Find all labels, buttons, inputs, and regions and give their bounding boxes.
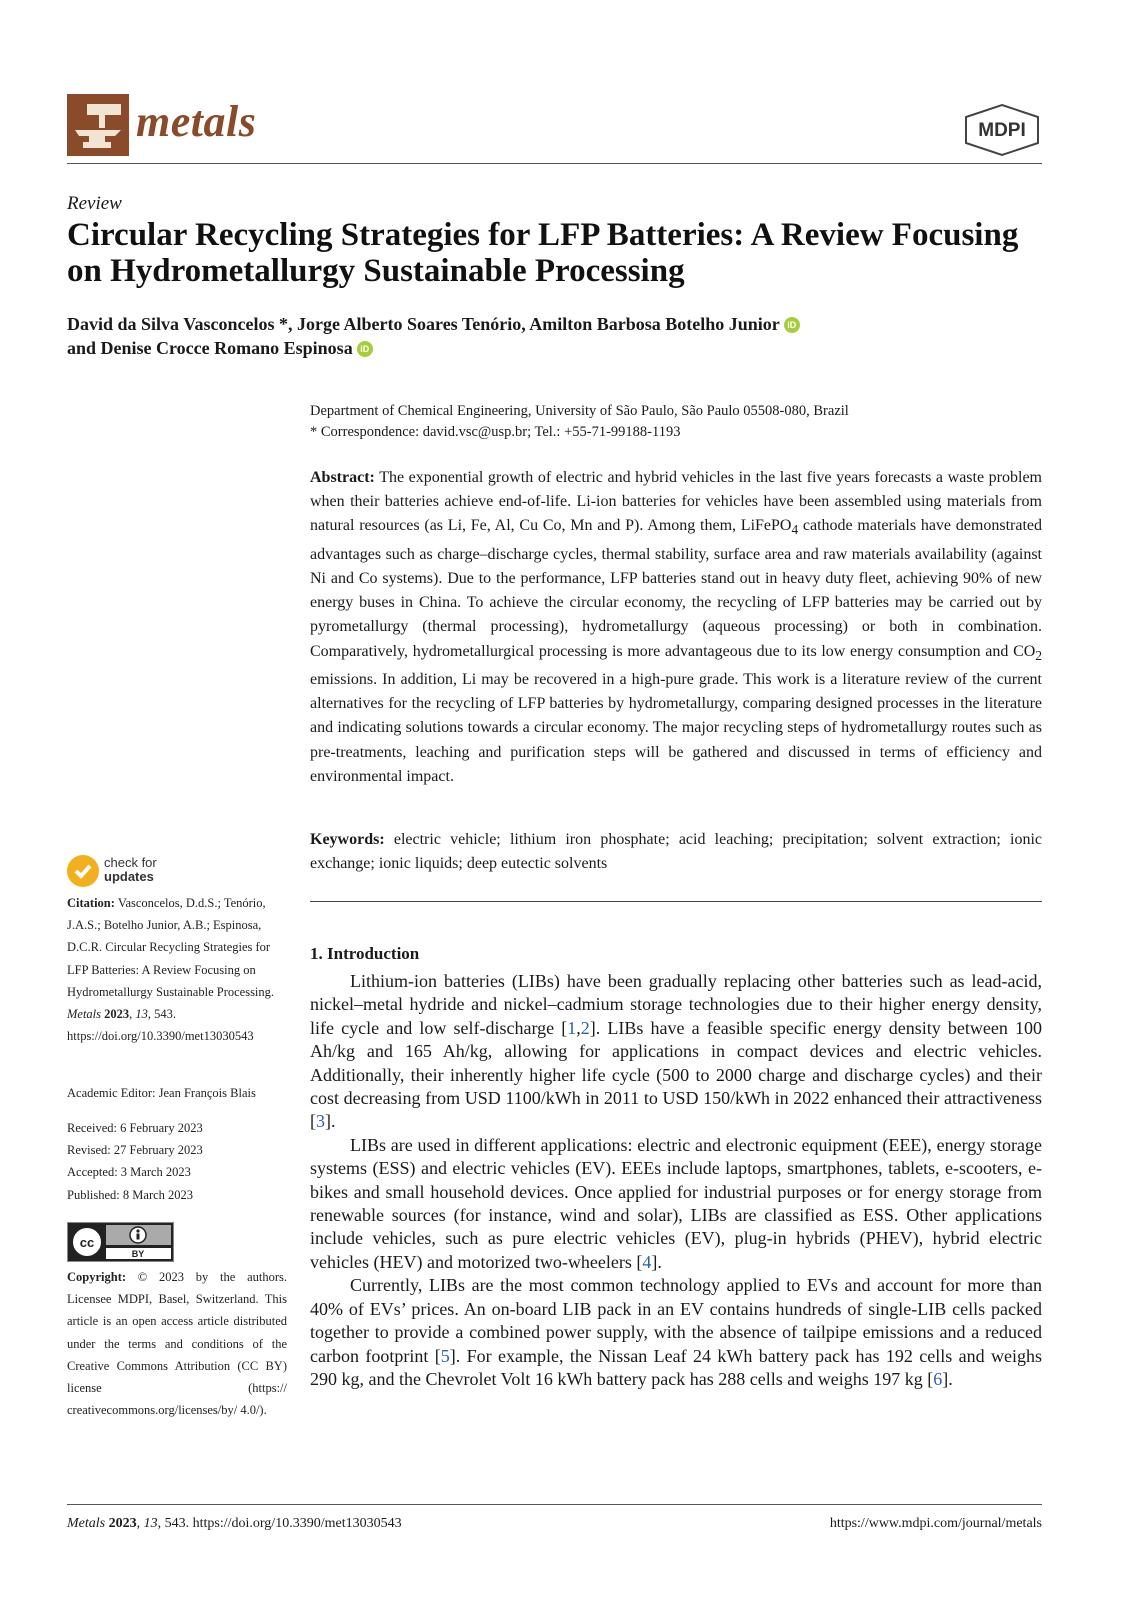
abstract-text-2: cathode materials have demonstrated advantages such as charge–discharge cycles, thermal stability, surface area and raw materials availability (against Ni and Co systems). Due to the performance, LFP batteries stand out in heavy duty fleet, achieving 90% of new energy buses in China. To achieve the circular economy, the recycling of LFP batteries may be carried out by pyrometallurgy (thermal processing), hydrometallurgy (aqueous processing) or both in combination. Comparatively, hydrometallurgical processing is more advantageous due to its low energy consumption and CO <box>310 517 1042 660</box>
citation-link[interactable]: 5 <box>440 1345 450 1366</box>
journal-logo <box>67 94 129 156</box>
paragraph: Lithium-ion batteries (LIBs) have been gradually replacing other batteries such as lead-acid, nickel–metal hydride and nickel–cadmium storage technologies due to their higher energy density, life cycle and low self-discharge [1,2]. LIBs have a feasible specific energy density between 100 Ah/kg and 165 Ah/kg, allowing for applications in compact devices and electric vehicles. Additionally, their inherently higher life cycle (500 to 2000 charge and discharge cycles) and their cost decreasing from USD 1100/kWh in 2011 to USD 150/kWh in 2022 enhanced their attractiveness [3]. <box>310 971 1042 1132</box>
citation-link[interactable]: 6 <box>933 1368 943 1389</box>
orcid-icon[interactable]: iD <box>784 317 800 333</box>
footer-journal-url[interactable]: https://www.mdpi.com/journal/metals <box>829 1516 1042 1531</box>
cc-by-text: BY <box>131 1249 145 1259</box>
citation-link[interactable]: 4 <box>642 1251 652 1272</box>
keywords-text: electric vehicle; lithium iron phosphate; acid leaching; precipitation; solvent extraction; ionic exchange; ionic liquids; deep eutectic solvents <box>310 831 1042 872</box>
mdpi-logo-text: MDPI <box>978 120 1026 141</box>
footer-citation: Metals 2023, 13, 543. https://doi.org/10.3390/met13030543 <box>67 1516 402 1531</box>
footer-divider <box>67 1504 1042 1505</box>
svg-text:cc: cc <box>79 1235 95 1250</box>
author-list <box>67 312 967 360</box>
introduction-body <box>310 970 1042 1391</box>
authors-line-2: and Denise Crocce Romano Espinosa <box>67 338 353 358</box>
received-date: Received: 6 February 2023 <box>67 1121 203 1135</box>
keywords <box>310 828 1042 876</box>
subscript: 4 <box>791 522 799 538</box>
dates-block <box>67 1117 287 1206</box>
authors-line-1: David da Silva Vasconcelos *, Jorge Alberto Soares Tenório, Amilton Barbosa Botelho Junior <box>67 314 780 334</box>
abstract-text-1: The exponential growth of electric and hybrid vehicles in the last five years forecasts a waste problem when their batteries achieve end-of-life. Li-ion batteries for vehicles have been assembled using materials from natural resources (as Li, Fe, Al, Cu Co, Mn and P). Among them, LiFePO <box>310 469 1042 535</box>
orcid-icon[interactable]: iD <box>357 341 373 357</box>
accepted-date: Accepted: 3 March 2023 <box>67 1165 191 1180</box>
journal-name: metals <box>136 97 257 146</box>
citation-link[interactable]: 2 <box>580 1017 590 1038</box>
abstract <box>310 466 1042 789</box>
academic-editor: Academic Editor: Jean François Blais <box>67 1086 256 1100</box>
citation-link[interactable]: 3 <box>316 1111 325 1132</box>
check-for-updates-label[interactable]: check for updates <box>104 855 157 884</box>
keywords-label: Keywords: <box>310 831 385 848</box>
header-divider <box>67 163 1042 164</box>
abstract-label: Abstract: <box>310 469 375 486</box>
cc-by-license-icon[interactable] <box>67 1222 174 1262</box>
copyright-notice: Copyright: © 2023 by the authors. Licensee MDPI, Basel, Switzerland. This article is an open access article distributed under the terms and conditions of the Creative Commons Attribution (CC BY) license (https:// creativecommons.org/licenses/by/ 4.0/). <box>67 1270 287 1418</box>
paragraph: LIBs are used in different applications: electric and electronic equipment (EEE), energy storage systems (ESS) and electric vehicles (EV). EEEs include laptops, smartphones, tablets, e-scooters, e-bikes and small household devices. Once applied for industrial purposes or for energy storage from renewable sources (for instance, wind and solar), LIBs are classified as ESS. Other applications include vehicles, such as pure electric vehicles (EV), plug-in hybrids (PHEV), hybrid electric vehicles (HEV) and motorized two-wheelers [4]. <box>310 1134 1042 1272</box>
correspondence: * Correspondence: david.vsc@usp.br; Tel.: +55-71-99188-1193 <box>310 424 681 440</box>
mdpi-logo <box>962 103 1042 157</box>
paragraph: Currently, LIBs are the most common technology applied to EVs and account for more than 40% of EVs’ prices. An on-board LIB pack in an EV contains hundreds of single-LIB cells packed together to provide a combined power supply, with the absence of tailpipe emissions and a reduced carbon footprint [5]. For example, the Nissan Leaf 24 kWh battery pack has 192 cells and weighs 290 kg, and the Chevrolet Volt 16 kWh battery pack has 288 cells and weighs 197 kg [6]. <box>310 1275 1042 1389</box>
affiliation-block <box>310 401 1050 443</box>
affiliation: Department of Chemical Engineering, University of São Paulo, São Paulo 05508-080, Brazil <box>310 403 849 419</box>
subscript: 2 <box>1035 647 1042 663</box>
abstract-text-3: emissions. In addition, Li may be recovered in a high-pure grade. This work is a literature review of the current alternatives for the recycling of LFP batteries by hydrometallurgy, comparing designed processes in the literature and indicating solutions towards a circular economy. The major recycling steps of hydrometallurgy routes such as pre-treatments, leaching and purification steps will be gathered and discussed in terms of efficiency and environmental impact. <box>310 671 1042 785</box>
revised-date: Revised: 27 February 2023 <box>67 1143 203 1158</box>
section-divider <box>310 901 1042 902</box>
section-heading: 1. Introduction <box>310 944 420 963</box>
anvil-hammer-icon <box>67 94 129 156</box>
article-type: Review <box>67 193 122 214</box>
paper-title: Circular Recycling Strategies for LFP Batteries: A Review Focusing on Hydrometallurgy Sustainable Processing <box>67 217 1019 289</box>
citation-block: Citation: Vasconcelos, D.d.S.; Tenório, J.A.S.; Botelho Junior, A.B.; Espinosa, D.C.R. Circular Recycling Strategies for LFP Batteries: A Review Focusing on Hydrometallurgy Sustainable Processing. Metals 2023, 13, 543. https://doi.org/10.3390/met13030543 <box>67 896 275 1044</box>
check-for-updates-icon[interactable] <box>67 855 99 887</box>
published-date: Published: 8 March 2023 <box>67 1187 194 1202</box>
citation-link[interactable]: 1 <box>567 1017 577 1038</box>
